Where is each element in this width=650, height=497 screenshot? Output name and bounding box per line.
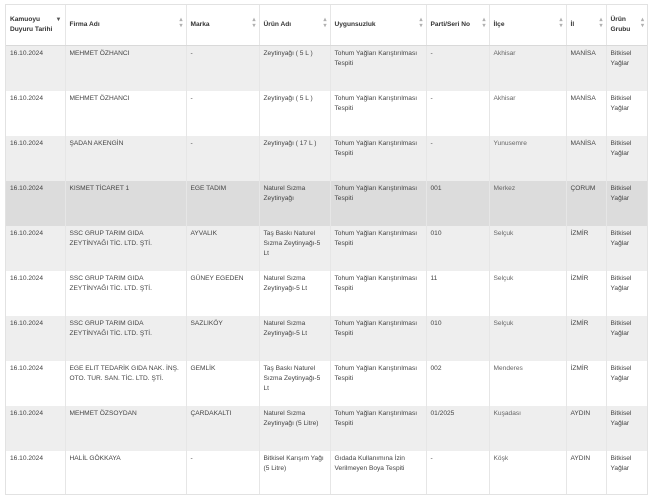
column-header-label: Ürün Adı (263, 21, 292, 28)
cell-ilce: Köşk (489, 451, 566, 496)
cell-firma: ŞADAN AKENGİN (65, 136, 186, 181)
cell-marka: SAZLIKÖY (186, 316, 259, 361)
cell-tarih: 16.10.2024 (6, 316, 65, 361)
cell-firma: EGE ELIT TEDARİK GIDA NAK. İNŞ. OTO. TUR. SAN. TİC. LTD. ŞTİ. (65, 361, 186, 406)
cell-uygunsuzluk: Tohum Yağları Karıştırılması Tespiti (330, 91, 426, 136)
sort-icon[interactable]: ▴ ▾ (179, 17, 183, 29)
column-header-il[interactable] (566, 5, 606, 46)
cell-parti: 11 (426, 271, 489, 316)
cell-il: İZMİR (566, 226, 606, 271)
column-header-label: Marka (190, 21, 210, 28)
cell-urun: Naturel Sızma Zeytinyağı-5 Lt (259, 316, 330, 361)
cell-tarih: 16.10.2024 (6, 451, 65, 496)
cell-urun: Zeytinyağı ( 5 L ) (259, 91, 330, 136)
sort-icon[interactable]: ▴ ▾ (482, 17, 486, 29)
cell-ilce: Selçuk (489, 226, 566, 271)
recall-table-container (5, 4, 648, 495)
cell-uygunsuzluk: Tohum Yağları Karıştırılması Tespiti (330, 46, 426, 91)
cell-tarih: 16.10.2024 (6, 226, 65, 271)
cell-tarih: 16.10.2024 (6, 46, 65, 91)
cell-uygunsuzluk: Tohum Yağları Karıştırılması Tespiti (330, 406, 426, 451)
column-header-label: Kamuoyu Duyuru Tarihi (10, 16, 53, 33)
cell-marka: - (186, 136, 259, 181)
cell-parti: 01/2025 (426, 406, 489, 451)
table-row[interactable] (6, 46, 647, 91)
cell-grup: Bitkisel Yağlar (606, 451, 647, 496)
cell-il: İZMİR (566, 316, 606, 361)
cell-parti: 010 (426, 316, 489, 361)
table-row[interactable] (6, 226, 647, 271)
cell-tarih: 16.10.2024 (6, 136, 65, 181)
cell-uygunsuzluk: Tohum Yağları Karıştırılması Tespiti (330, 181, 426, 226)
cell-parti: - (426, 91, 489, 136)
column-header-label: Ürün Grubu (610, 16, 631, 33)
cell-uygunsuzluk: Tohum Yağları Karıştırılması Tespiti (330, 136, 426, 181)
cell-grup: Bitkisel Yağlar (606, 361, 647, 406)
column-header-grup[interactable] (606, 5, 647, 46)
column-header-label: Uygunsuzluk (334, 21, 376, 28)
cell-ilce: Akhisar (489, 91, 566, 136)
table-row[interactable] (6, 451, 647, 496)
cell-parti: 010 (426, 226, 489, 271)
sort-icon[interactable]: ▴ ▾ (252, 17, 256, 29)
cell-urun: Zeytinyağı ( 17 L ) (259, 136, 330, 181)
table-row[interactable] (6, 406, 647, 451)
table-row[interactable] (6, 316, 647, 361)
cell-il: AYDIN (566, 451, 606, 496)
cell-marka: - (186, 451, 259, 496)
table-body (6, 46, 647, 496)
table-row[interactable] (6, 361, 647, 406)
cell-parti: - (426, 451, 489, 496)
cell-tarih: 16.10.2024 (6, 406, 65, 451)
cell-urun: Bitkisel Karışım Yağı (5 Litre) (259, 451, 330, 496)
cell-parti: 002 (426, 361, 489, 406)
cell-ilce: Merkez (489, 181, 566, 226)
cell-grup: Bitkisel Yağlar (606, 226, 647, 271)
table-row[interactable] (6, 136, 647, 181)
cell-parti: - (426, 136, 489, 181)
cell-il: MANİSA (566, 46, 606, 91)
cell-ilce: Menderes (489, 361, 566, 406)
cell-marka: EGE TADIM (186, 181, 259, 226)
cell-uygunsuzluk: Tohum Yağları Karıştırılması Tespiti (330, 316, 426, 361)
cell-marka: - (186, 46, 259, 91)
header-row (6, 5, 647, 46)
cell-grup: Bitkisel Yağlar (606, 46, 647, 91)
cell-grup: Bitkisel Yağlar (606, 181, 647, 226)
cell-il: MANİSA (566, 136, 606, 181)
column-header-ilce[interactable] (489, 5, 566, 46)
column-header-firma[interactable] (65, 5, 186, 46)
cell-tarih: 16.10.2024 (6, 271, 65, 316)
cell-firma: HALİL GÖKKAYA (65, 451, 186, 496)
sort-desc-icon[interactable]: ▼ (55, 17, 62, 23)
column-header-parti[interactable] (426, 5, 489, 46)
cell-il: İZMİR (566, 271, 606, 316)
cell-marka: AYVALIK (186, 226, 259, 271)
cell-firma: SSC GRUP TARIM GIDA ZEYTİNYAĞI TİC. LTD. ŞTİ. (65, 226, 186, 271)
cell-urun: Naturel Sızma Zeytinyağı (259, 181, 330, 226)
cell-marka: - (186, 91, 259, 136)
cell-il: AYDIN (566, 406, 606, 451)
cell-grup: Bitkisel Yağlar (606, 271, 647, 316)
cell-ilce: Yunusemre (489, 136, 566, 181)
table-row[interactable] (6, 91, 647, 136)
cell-grup: Bitkisel Yağlar (606, 406, 647, 451)
cell-uygunsuzluk: Tohum Yağları Karıştırılması Tespiti (330, 271, 426, 316)
cell-firma: SSC GRUP TARIM GIDA ZEYTİNYAĞI TİC. LTD. ŞTİ. (65, 271, 186, 316)
cell-uygunsuzluk: Tohum Yağları Karıştırılması Tespiti (330, 361, 426, 406)
cell-marka: ÇARDAKALTI (186, 406, 259, 451)
sort-icon[interactable]: ▴ ▾ (559, 17, 563, 29)
table-header (6, 5, 647, 46)
cell-firma: MEHMET ÖZHANCI (65, 46, 186, 91)
table-row[interactable] (6, 181, 647, 226)
cell-uygunsuzluk: Gıdada Kullanımına İzin Verilmeyen Boya Tespiti (330, 451, 426, 496)
cell-grup: Bitkisel Yağlar (606, 91, 647, 136)
cell-urun: Taş Baskı Naturel Sızma Zeytinyağı-5 Lt (259, 361, 330, 406)
column-header-label: Parti/Seri No (430, 21, 471, 28)
column-header-tarih[interactable] (6, 5, 65, 46)
cell-parti: - (426, 46, 489, 91)
cell-il: MANİSA (566, 91, 606, 136)
sort-icon[interactable]: ▴ ▾ (599, 17, 603, 29)
cell-firma: MEHMET ÖZHANCI (65, 91, 186, 136)
sort-icon[interactable]: ▴ ▾ (640, 17, 644, 29)
cell-grup: Bitkisel Yağlar (606, 136, 647, 181)
cell-urun: Zeytinyağı ( 5 L ) (259, 46, 330, 91)
cell-urun: Naturel Sızma Zeytinyağı (5 Litre) (259, 406, 330, 451)
sort-icon[interactable]: ▴ ▾ (323, 17, 327, 29)
cell-tarih: 16.10.2024 (6, 361, 65, 406)
cell-firma: MEHMET ÖZSOYDAN (65, 406, 186, 451)
column-header-marka[interactable] (186, 5, 259, 46)
cell-tarih: 16.10.2024 (6, 91, 65, 136)
cell-grup: Bitkisel Yağlar (606, 316, 647, 361)
cell-uygunsuzluk: Tohum Yağları Karıştırılması Tespiti (330, 226, 426, 271)
column-header-urun[interactable] (259, 5, 330, 46)
cell-il: ÇORUM (566, 181, 606, 226)
cell-marka: GEMLİK (186, 361, 259, 406)
cell-ilce: Selçuk (489, 316, 566, 361)
sort-icon[interactable]: ▴ ▾ (419, 17, 423, 29)
cell-urun: Naturel Sızma Zeytinyağı-5 Lt (259, 271, 330, 316)
cell-tarih: 16.10.2024 (6, 181, 65, 226)
cell-il: İZMİR (566, 361, 606, 406)
cell-ilce: Akhisar (489, 46, 566, 91)
column-header-uygunsuzluk[interactable] (330, 5, 426, 46)
cell-ilce: Selçuk (489, 271, 566, 316)
cell-firma: SSC GRUP TARIM GIDA ZEYTİNYAĞI TİC. LTD. ŞTİ. (65, 316, 186, 361)
cell-urun: Taş Baskı Naturel Sızma Zeytinyağı-5 Lt (259, 226, 330, 271)
cell-ilce: Kuşadası (489, 406, 566, 451)
column-header-label: İlçe (493, 21, 505, 28)
cell-parti: 001 (426, 181, 489, 226)
cell-firma: KISMET TİCARET 1 (65, 181, 186, 226)
column-header-label: İl (570, 21, 575, 28)
recall-table (6, 5, 647, 495)
table-row[interactable] (6, 271, 647, 316)
cell-marka: GÜNEY EGEDEN (186, 271, 259, 316)
column-header-label: Firma Adı (69, 21, 100, 28)
